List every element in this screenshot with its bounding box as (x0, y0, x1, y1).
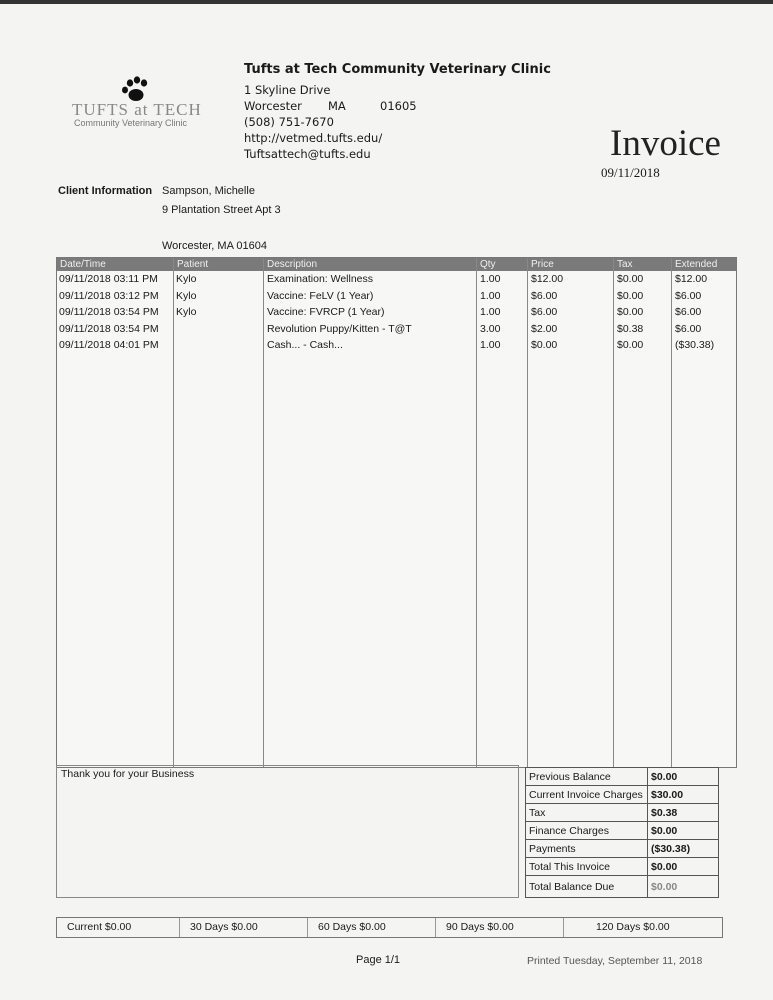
logo-tagline: Community Veterinary Clinic (74, 118, 188, 128)
row-patient: Kylo (176, 289, 197, 302)
row-qty: 1.00 (480, 289, 501, 302)
table-header (57, 258, 736, 271)
row-price: $12.00 (531, 273, 564, 285)
clinic-city-line (244, 98, 551, 114)
summary-label: Finance Charges (526, 822, 648, 840)
clinic-logo (70, 76, 210, 136)
aging-90-days: 90 Days $0.00 (436, 918, 564, 937)
invoice-date: 09/11/2018 (601, 165, 660, 180)
aging-30-days: 30 Days $0.00 (180, 918, 308, 937)
aging-60-days: 60 Days $0.00 (308, 918, 436, 937)
summary-label: Total Balance Due (526, 876, 648, 898)
aging-bar (56, 917, 723, 938)
summary-value: ($30.38) (648, 840, 719, 858)
header-description: Description (267, 259, 318, 270)
summary-row (526, 786, 719, 804)
summary-label: Total This Invoice (526, 858, 648, 876)
summary-row (526, 822, 719, 840)
client-address-line1: 9 Plantation Street Apt 3 (162, 204, 281, 216)
column-divider (613, 258, 614, 767)
clinic-email[interactable]: Tuftsattech@tufts.edu (244, 147, 371, 161)
summary-value: $0.00 (648, 822, 719, 840)
row-extended: $6.00 (675, 306, 702, 318)
summary-value: $0.00 (648, 858, 719, 876)
header-extended: Extended (675, 259, 718, 270)
printed-date: Printed Tuesday, September 11, 2018 (527, 955, 703, 967)
clinic-phone: (508) 751-7670 (244, 115, 334, 129)
row-extended: ($30.38) (675, 339, 715, 351)
page-top-edge (0, 0, 773, 4)
clinic-zip: 01605 (380, 99, 417, 113)
header-qty: Qty (480, 259, 496, 270)
summary-row (526, 858, 719, 876)
row-qty: 3.00 (480, 322, 501, 335)
aging-current: Current $0.00 (57, 918, 180, 937)
row-extended: $6.00 (675, 289, 702, 302)
summary-value: $0.00 (648, 876, 719, 898)
row-description: Cash... - Cash... (267, 339, 343, 351)
header-price: Price (531, 259, 554, 270)
row-description: Vaccine: FeLV (1 Year) (267, 289, 374, 302)
row-tax: $0.00 (617, 273, 644, 285)
row-patient: Kylo (176, 306, 197, 318)
clinic-city: Worcester (244, 99, 302, 113)
summary-label: Payments (526, 840, 648, 858)
clinic-website[interactable]: http://vetmed.tufts.edu/ (244, 131, 383, 145)
row-qty: 1.00 (480, 339, 501, 351)
summary-label: Previous Balance (526, 768, 648, 786)
summary-row (526, 768, 719, 786)
row-price: $6.00 (531, 306, 558, 318)
thank-you-message: Thank you for your Business (61, 768, 195, 780)
client-address-line2: Worcester, MA 01604 (162, 240, 267, 252)
row-extended: $12.00 (675, 273, 708, 285)
balance-summary (525, 767, 719, 898)
summary-label: Tax (526, 804, 648, 822)
column-divider (173, 258, 174, 767)
row-price: $2.00 (531, 322, 558, 335)
header-tax: Tax (617, 259, 633, 270)
row-price: $6.00 (531, 289, 558, 302)
column-divider (671, 258, 672, 767)
summary-row (526, 876, 719, 898)
row-price: $0.00 (531, 339, 558, 351)
thank-you-box (56, 765, 519, 898)
row-qty: 1.00 (480, 273, 501, 285)
clinic-info (244, 62, 551, 162)
clinic-state: MA (328, 99, 346, 113)
row-description: Revolution Puppy/Kitten - T@T (267, 322, 412, 335)
row-tax: $0.00 (617, 306, 644, 318)
row-tax: $0.00 (617, 289, 644, 302)
row-description: Vaccine: FVRCP (1 Year) (267, 306, 385, 318)
header-patient: Patient (177, 259, 209, 270)
clinic-name: Tufts at Tech Community Veterinary Clinic (244, 62, 551, 77)
logo-name: TUFTS at TECH (72, 100, 202, 119)
summary-value: $30.00 (648, 786, 719, 804)
summary-label: Current Invoice Charges (526, 786, 648, 804)
column-divider (476, 258, 477, 767)
row-description: Examination: Wellness (267, 273, 374, 285)
row-patient: Kylo (176, 273, 197, 285)
row-date-time: 09/11/2018 04:01 PM (59, 339, 159, 351)
row-date-time: 09/11/2018 03:12 PM (59, 289, 159, 302)
summary-row (526, 804, 719, 822)
row-tax: $0.00 (617, 339, 644, 351)
aging-120-days: 120 Days $0.00 (596, 921, 670, 933)
page-number: Page 1/1 (356, 954, 401, 966)
summary-row (526, 840, 719, 858)
row-date-time: 09/11/2018 03:11 PM (59, 273, 158, 285)
column-divider (263, 258, 264, 767)
row-date-time: 09/11/2018 03:54 PM (59, 306, 159, 318)
clinic-street: 1 Skyline Drive (244, 83, 331, 97)
row-tax: $0.38 (617, 322, 644, 335)
summary-value: $0.00 (648, 768, 719, 786)
line-items-table (56, 257, 737, 768)
client-info-label: Client Information (58, 185, 153, 197)
invoice-title: Invoice (610, 123, 721, 164)
row-date-time: 09/11/2018 03:54 PM (59, 322, 159, 335)
header-date-time: Date/Time (60, 259, 106, 270)
column-divider (527, 258, 528, 767)
row-extended: $6.00 (675, 322, 702, 335)
summary-value: $0.38 (648, 804, 719, 822)
row-qty: 1.00 (480, 306, 501, 318)
client-name: Sampson, Michelle (162, 185, 255, 197)
